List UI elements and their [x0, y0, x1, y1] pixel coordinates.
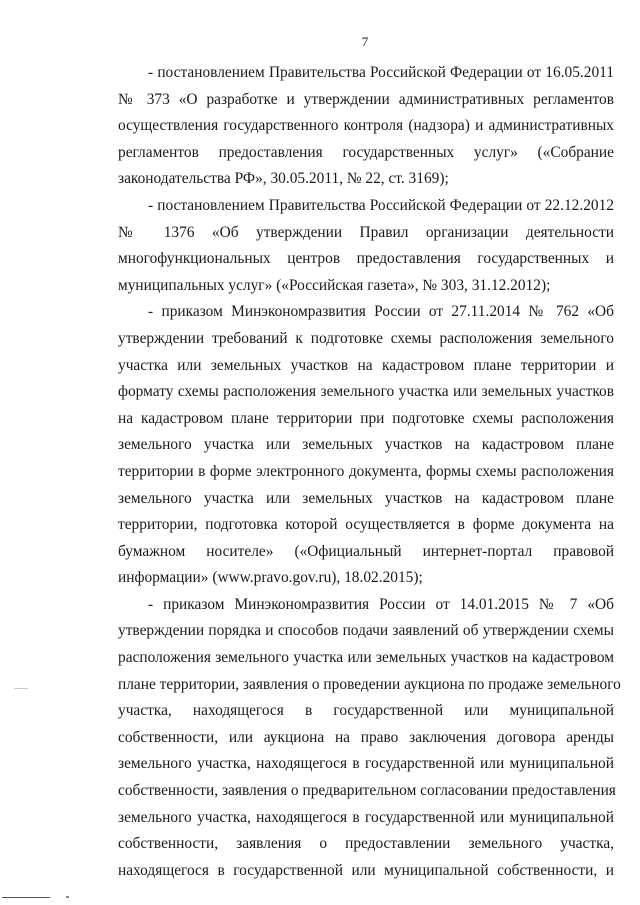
paragraph-3-line-9: территории, подготовка которой осуществляется в форме документа на — [118, 516, 614, 534]
paragraph-3-line-7: территории в форме электронного документа, формы схемы расположения — [118, 462, 614, 480]
footer-rule — [2, 897, 50, 898]
paragraph-4-line-3: расположения земельного участка или земельных участков на кадастровом — [118, 649, 614, 667]
paragraph-3-line-8: земельного участка или земельных участков на кадастровом плане — [118, 489, 614, 507]
paragraph-3-line-5: на кадастровом плане территории при подготовке схемы расположения — [118, 409, 614, 427]
paragraph-3-line-6: земельного участка или земельных участков на кадастровом плане — [118, 436, 614, 454]
paragraph-3-line-3: участка или земельных участков на кадастровом плане территории и — [118, 356, 614, 374]
paragraph-4-line-10: собственности, заявления о предоставлении земельного участка, — [118, 835, 614, 853]
paragraph-3-line-1: - приказом Минэкономразвития России от 27.11.2014 № 762 «Об — [148, 303, 614, 321]
paragraph-4-line-4: плане территории, заявления о проведении аукциона по продаже земельного — [118, 675, 621, 693]
footer-scan-dot — [66, 896, 69, 898]
paragraph-3-line-4: формату схемы расположения земельного участка или земельных участков — [118, 383, 614, 401]
paragraph-1-line-3: осуществления государственного контроля (надзора) и административных — [118, 117, 614, 135]
paragraph-3-line-11: информации» (www.pravo.gov.ru), 18.02.2015); — [118, 569, 423, 587]
paragraph-4-line-6: собственности, или аукциона на право заключения договора аренды — [118, 728, 614, 746]
paragraph-2-line-3: многофункциональных центров предоставления государственных и — [118, 250, 614, 268]
paragraph-4-line-11: находящегося в государственной или муниципальной собственности, и — [118, 861, 614, 879]
paragraph-1-line-1: - постановлением Правительства Российской Федерации от 16.05.2011 — [148, 64, 614, 81]
paragraph-2-line-4: муниципальных услуг» («Российская газета», № 303, 31.12.2012); — [118, 276, 551, 294]
paragraph-4-line-9: земельного участка, находящегося в государственной или муниципальной — [118, 808, 614, 826]
paragraph-4-line-7: земельного участка, находящегося в государственной или муниципальной — [118, 755, 614, 773]
paragraph-2-line-2: № 1376 «Об утверждении Правил организации деятельности — [118, 223, 614, 241]
paragraph-1-line-5: законодательства РФ», 30.05.2011, № 22, ст. 3169); — [118, 170, 449, 188]
page-number: 7 — [361, 34, 369, 49]
paragraph-4-line-1: - приказом Минэкономразвития России от 14.01.2015 № 7 «Об — [148, 595, 614, 613]
paragraph-3-line-10: бумажном носителе» («Официальный интернет-портал правовой — [118, 542, 614, 560]
document-body — [118, 60, 621, 884]
paragraph-3-line-2: утверждении требований к подготовке схемы расположения земельного — [118, 329, 614, 347]
paragraph-1-line-2: № 373 «О разработке и утверждении административных регламентов — [118, 90, 614, 108]
paragraph-4-line-5: участка, находящегося в государственной или муниципальной — [118, 702, 614, 720]
paragraph-4-line-2: утверждении порядка и способов подачи заявлений об утверждении схемы — [118, 622, 614, 640]
paragraph-2-line-1: - постановлением Правительства Российской Федерации от 22.12.2012 — [148, 196, 614, 214]
paragraph-1-line-4: регламентов предоставления государственных услуг» («Собрание — [118, 143, 614, 161]
paragraph-4-line-8: собственности, заявления о предварительном согласовании предоставления — [118, 782, 616, 800]
margin-scan-mark — [14, 688, 28, 689]
